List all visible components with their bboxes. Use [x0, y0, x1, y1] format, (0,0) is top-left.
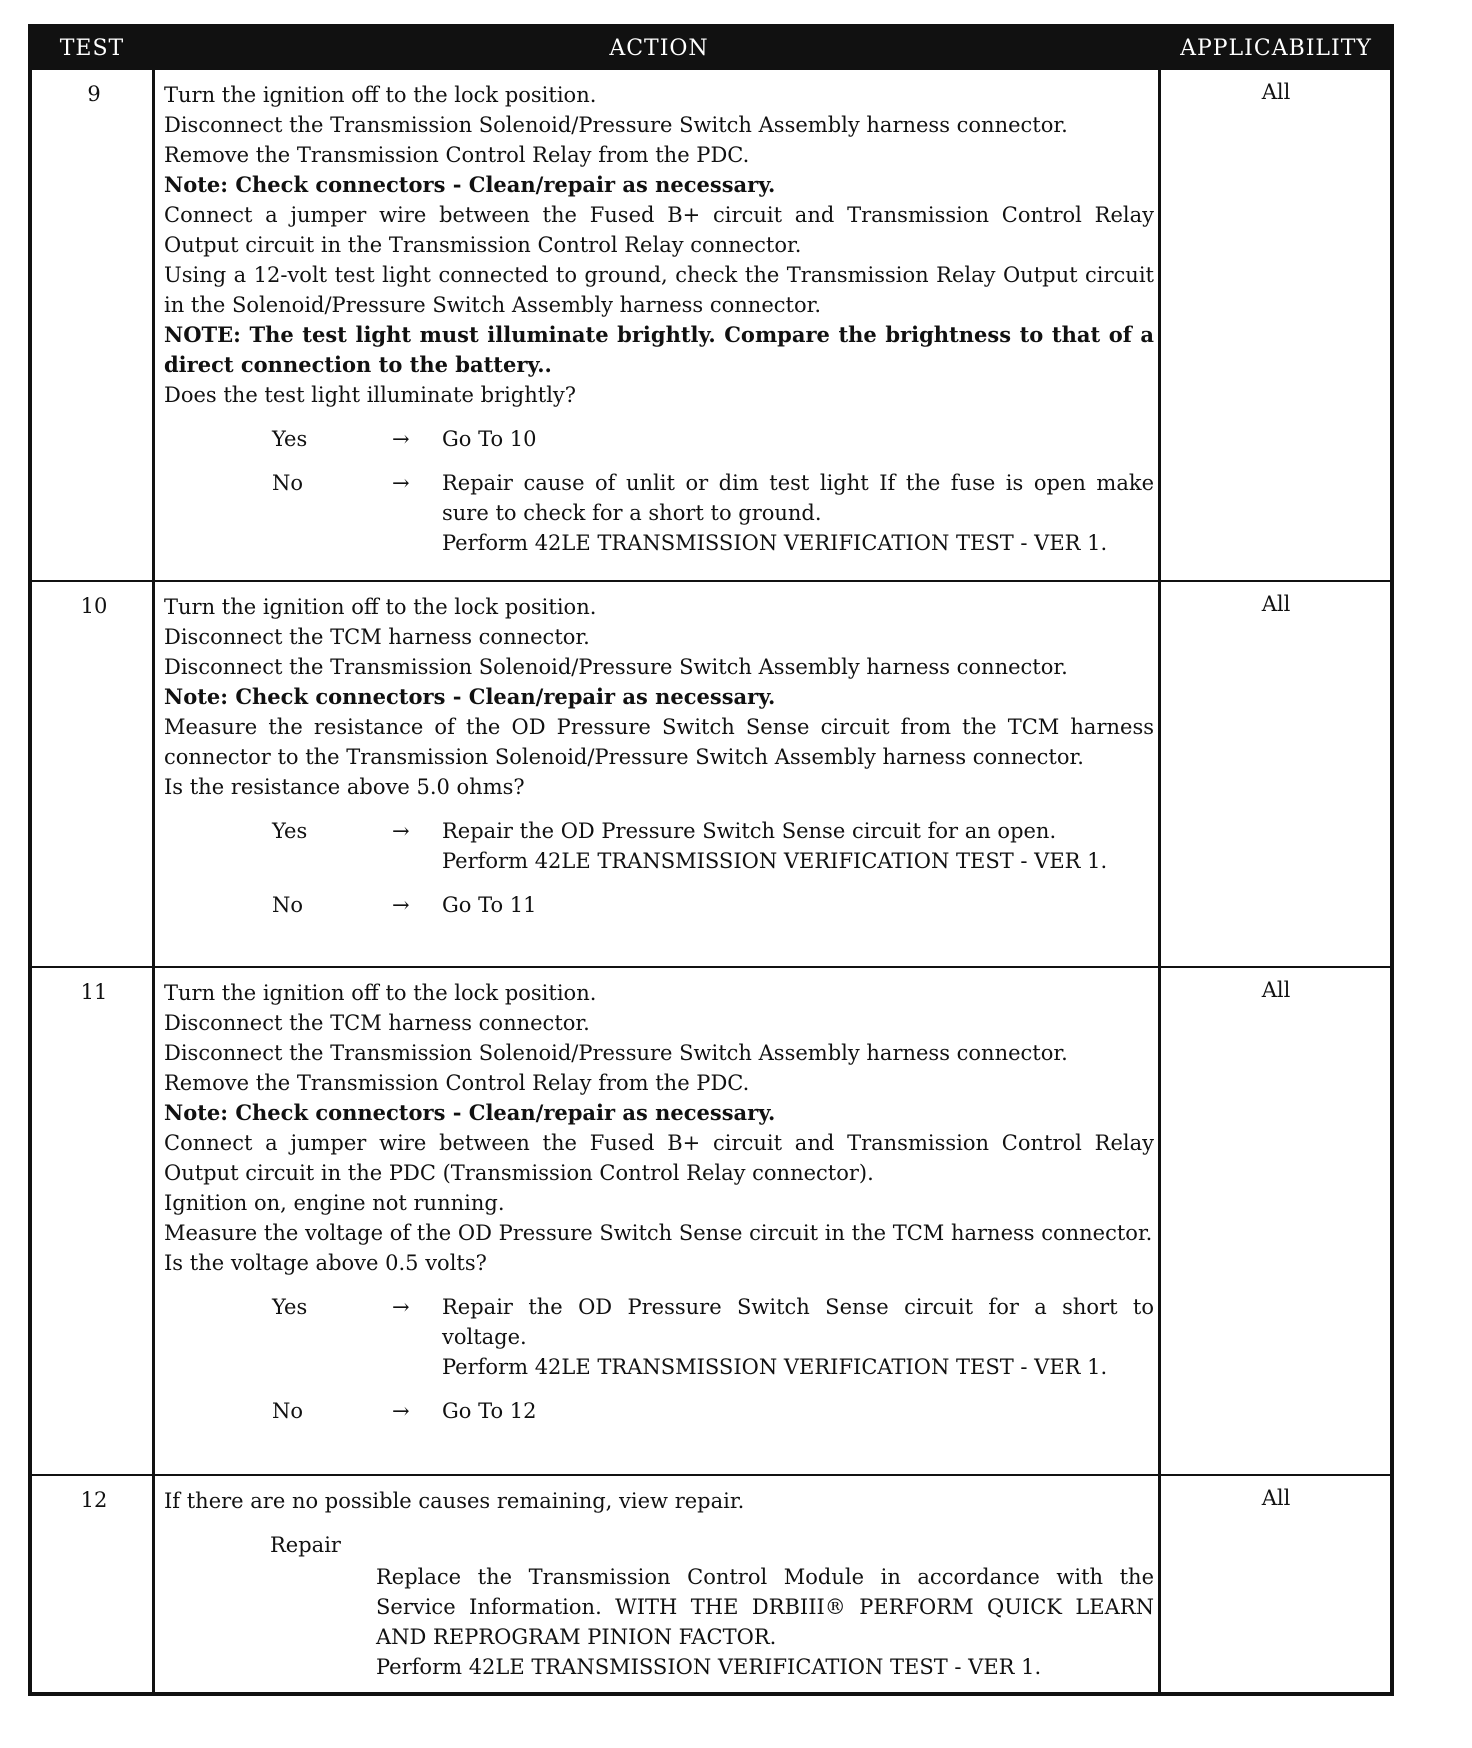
- result-no: [164, 890, 1154, 920]
- action-line: Remove the Transmission Control Relay from the PDC.: [164, 1071, 750, 1095]
- action-line: Measure the voltage of the OD Pressure Switch Sense circuit in the TCM harness connector.: [164, 1221, 1153, 1245]
- note-line: NOTE: The test light must illuminate brightly. Compare the brightness to that of a direct connection to the battery..: [164, 322, 1154, 377]
- result-yes: [164, 1292, 1154, 1382]
- table-header: [32, 28, 1390, 70]
- result-line: Repair the OD Pressure Switch Sense circuit for an open.: [442, 819, 1057, 843]
- applicability: All: [1261, 1486, 1291, 1510]
- action-line: Disconnect the TCM harness connector.: [164, 625, 590, 649]
- result-answer: No: [272, 893, 304, 917]
- test-number: 11: [80, 980, 108, 1004]
- test-number: 10: [80, 594, 108, 618]
- result-line: Perform 42LE TRANSMISSION VERIFICATION TEST - VER 1.: [442, 849, 1108, 873]
- action-cell: [164, 978, 1154, 1426]
- note-line: Note: Check connectors - Clean/repair as necessary.: [164, 172, 776, 197]
- note-line: Note: Check connectors - Clean/repair as necessary.: [164, 684, 776, 709]
- result-text: [442, 424, 1154, 454]
- result-answer: Yes: [272, 819, 308, 843]
- result-text: [442, 890, 1154, 920]
- action-line: Turn the ignition off to the lock position.: [164, 595, 597, 619]
- arrow-right-icon: →: [392, 427, 410, 451]
- action-line: Ignition on, engine not running.: [164, 1191, 505, 1215]
- test-number: 9: [87, 82, 101, 106]
- action-line: Connect a jumper wire between the Fused B+ circuit and Transmission Control Relay Output circuit in the Transmission Control Relay connector.: [164, 203, 1154, 257]
- repair-line: Replace the Transmission Control Module in accordance with the Service Information. WITH THE DRBIII® PERFORM QUICK LEARN AND REPROGRAM PINION FACTOR.: [376, 1565, 1154, 1649]
- action-line: Turn the ignition off to the lock position.: [164, 981, 597, 1005]
- result-line: Repair cause of unlit or dim test light If the fuse is open make sure to check for a short to ground.: [442, 471, 1154, 525]
- result-line: Perform 42LE TRANSMISSION VERIFICATION TEST - VER 1.: [442, 531, 1108, 555]
- applicability: All: [1261, 80, 1291, 104]
- note-line: Note: Check connectors - Clean/repair as necessary.: [164, 1100, 776, 1125]
- header-test: TEST: [59, 36, 125, 61]
- result-text: [442, 1292, 1154, 1382]
- applicability: All: [1261, 978, 1291, 1002]
- test-row-10: [32, 582, 1390, 966]
- result-line: Perform 42LE TRANSMISSION VERIFICATION TEST - VER 1.: [442, 1355, 1108, 1379]
- action-line: Disconnect the Transmission Solenoid/Pressure Switch Assembly harness connector.: [164, 113, 1068, 137]
- result-yes: [164, 816, 1154, 876]
- action-line: Measure the resistance of the OD Pressure Switch Sense circuit from the TCM harness connector to the Transmission Solenoid/Pressure Switch Assembly harness connector.: [164, 715, 1154, 769]
- result-text: [442, 816, 1154, 876]
- test-row-11: [32, 968, 1390, 1474]
- repair-label: Repair: [270, 1533, 341, 1557]
- action-line: Does the test light illuminate brightly?: [164, 383, 577, 407]
- result-answer: No: [272, 471, 304, 495]
- test-row-12: [32, 1476, 1390, 1696]
- arrow-right-icon: →: [392, 819, 410, 843]
- repair-body: [164, 1562, 1154, 1682]
- action-line: Remove the Transmission Control Relay from the PDC.: [164, 143, 750, 167]
- result-text: [442, 1396, 1154, 1426]
- applicability: All: [1261, 592, 1291, 616]
- arrow-right-icon: →: [392, 471, 410, 495]
- action-cell: [164, 592, 1154, 920]
- diagnostic-table: [28, 24, 1394, 1696]
- action-line: Turn the ignition off to the lock position.: [164, 83, 597, 107]
- action-line: Using a 12-volt test light connected to ground, check the Transmission Relay Output circuit in the Solenoid/Pressure Switch Assembly harness connector.: [164, 263, 1154, 317]
- test-number: 12: [80, 1488, 108, 1512]
- result-answer: No: [272, 1399, 304, 1423]
- result-answer: Yes: [272, 427, 308, 451]
- arrow-right-icon: →: [392, 1295, 410, 1319]
- result-line: Go To 12: [442, 1399, 537, 1423]
- repair-line: Perform 42LE TRANSMISSION VERIFICATION TEST - VER 1.: [376, 1655, 1042, 1679]
- action-cell: [164, 80, 1154, 558]
- action-line: If there are no possible causes remaining, view repair.: [164, 1489, 745, 1513]
- arrow-right-icon: →: [392, 1399, 410, 1423]
- arrow-right-icon: →: [392, 893, 410, 917]
- action-line: Disconnect the Transmission Solenoid/Pressure Switch Assembly harness connector.: [164, 655, 1068, 679]
- action-line: Disconnect the Transmission Solenoid/Pressure Switch Assembly harness connector.: [164, 1041, 1068, 1065]
- action-line: Is the resistance above 5.0 ohms?: [164, 775, 525, 799]
- result-no: [164, 1396, 1154, 1426]
- action-cell: [164, 1486, 1154, 1682]
- header-action: ACTION: [609, 36, 709, 61]
- action-line: Is the voltage above 0.5 volts?: [164, 1251, 487, 1275]
- action-line: Connect a jumper wire between the Fused B+ circuit and Transmission Control Relay Output circuit in the PDC (Transmission Control Relay connector).: [164, 1131, 1154, 1185]
- result-yes: [164, 424, 1154, 454]
- result-line: Go To 10: [442, 427, 537, 451]
- header-applicability: APPLICABILITY: [1180, 36, 1372, 61]
- test-row-9: [32, 70, 1390, 580]
- action-line: Disconnect the TCM harness connector.: [164, 1011, 590, 1035]
- result-line: Go To 11: [442, 893, 537, 917]
- result-no: [164, 468, 1154, 558]
- result-answer: Yes: [272, 1295, 308, 1319]
- result-line: Repair the OD Pressure Switch Sense circuit for a short to voltage.: [442, 1295, 1154, 1349]
- result-text: [442, 468, 1154, 558]
